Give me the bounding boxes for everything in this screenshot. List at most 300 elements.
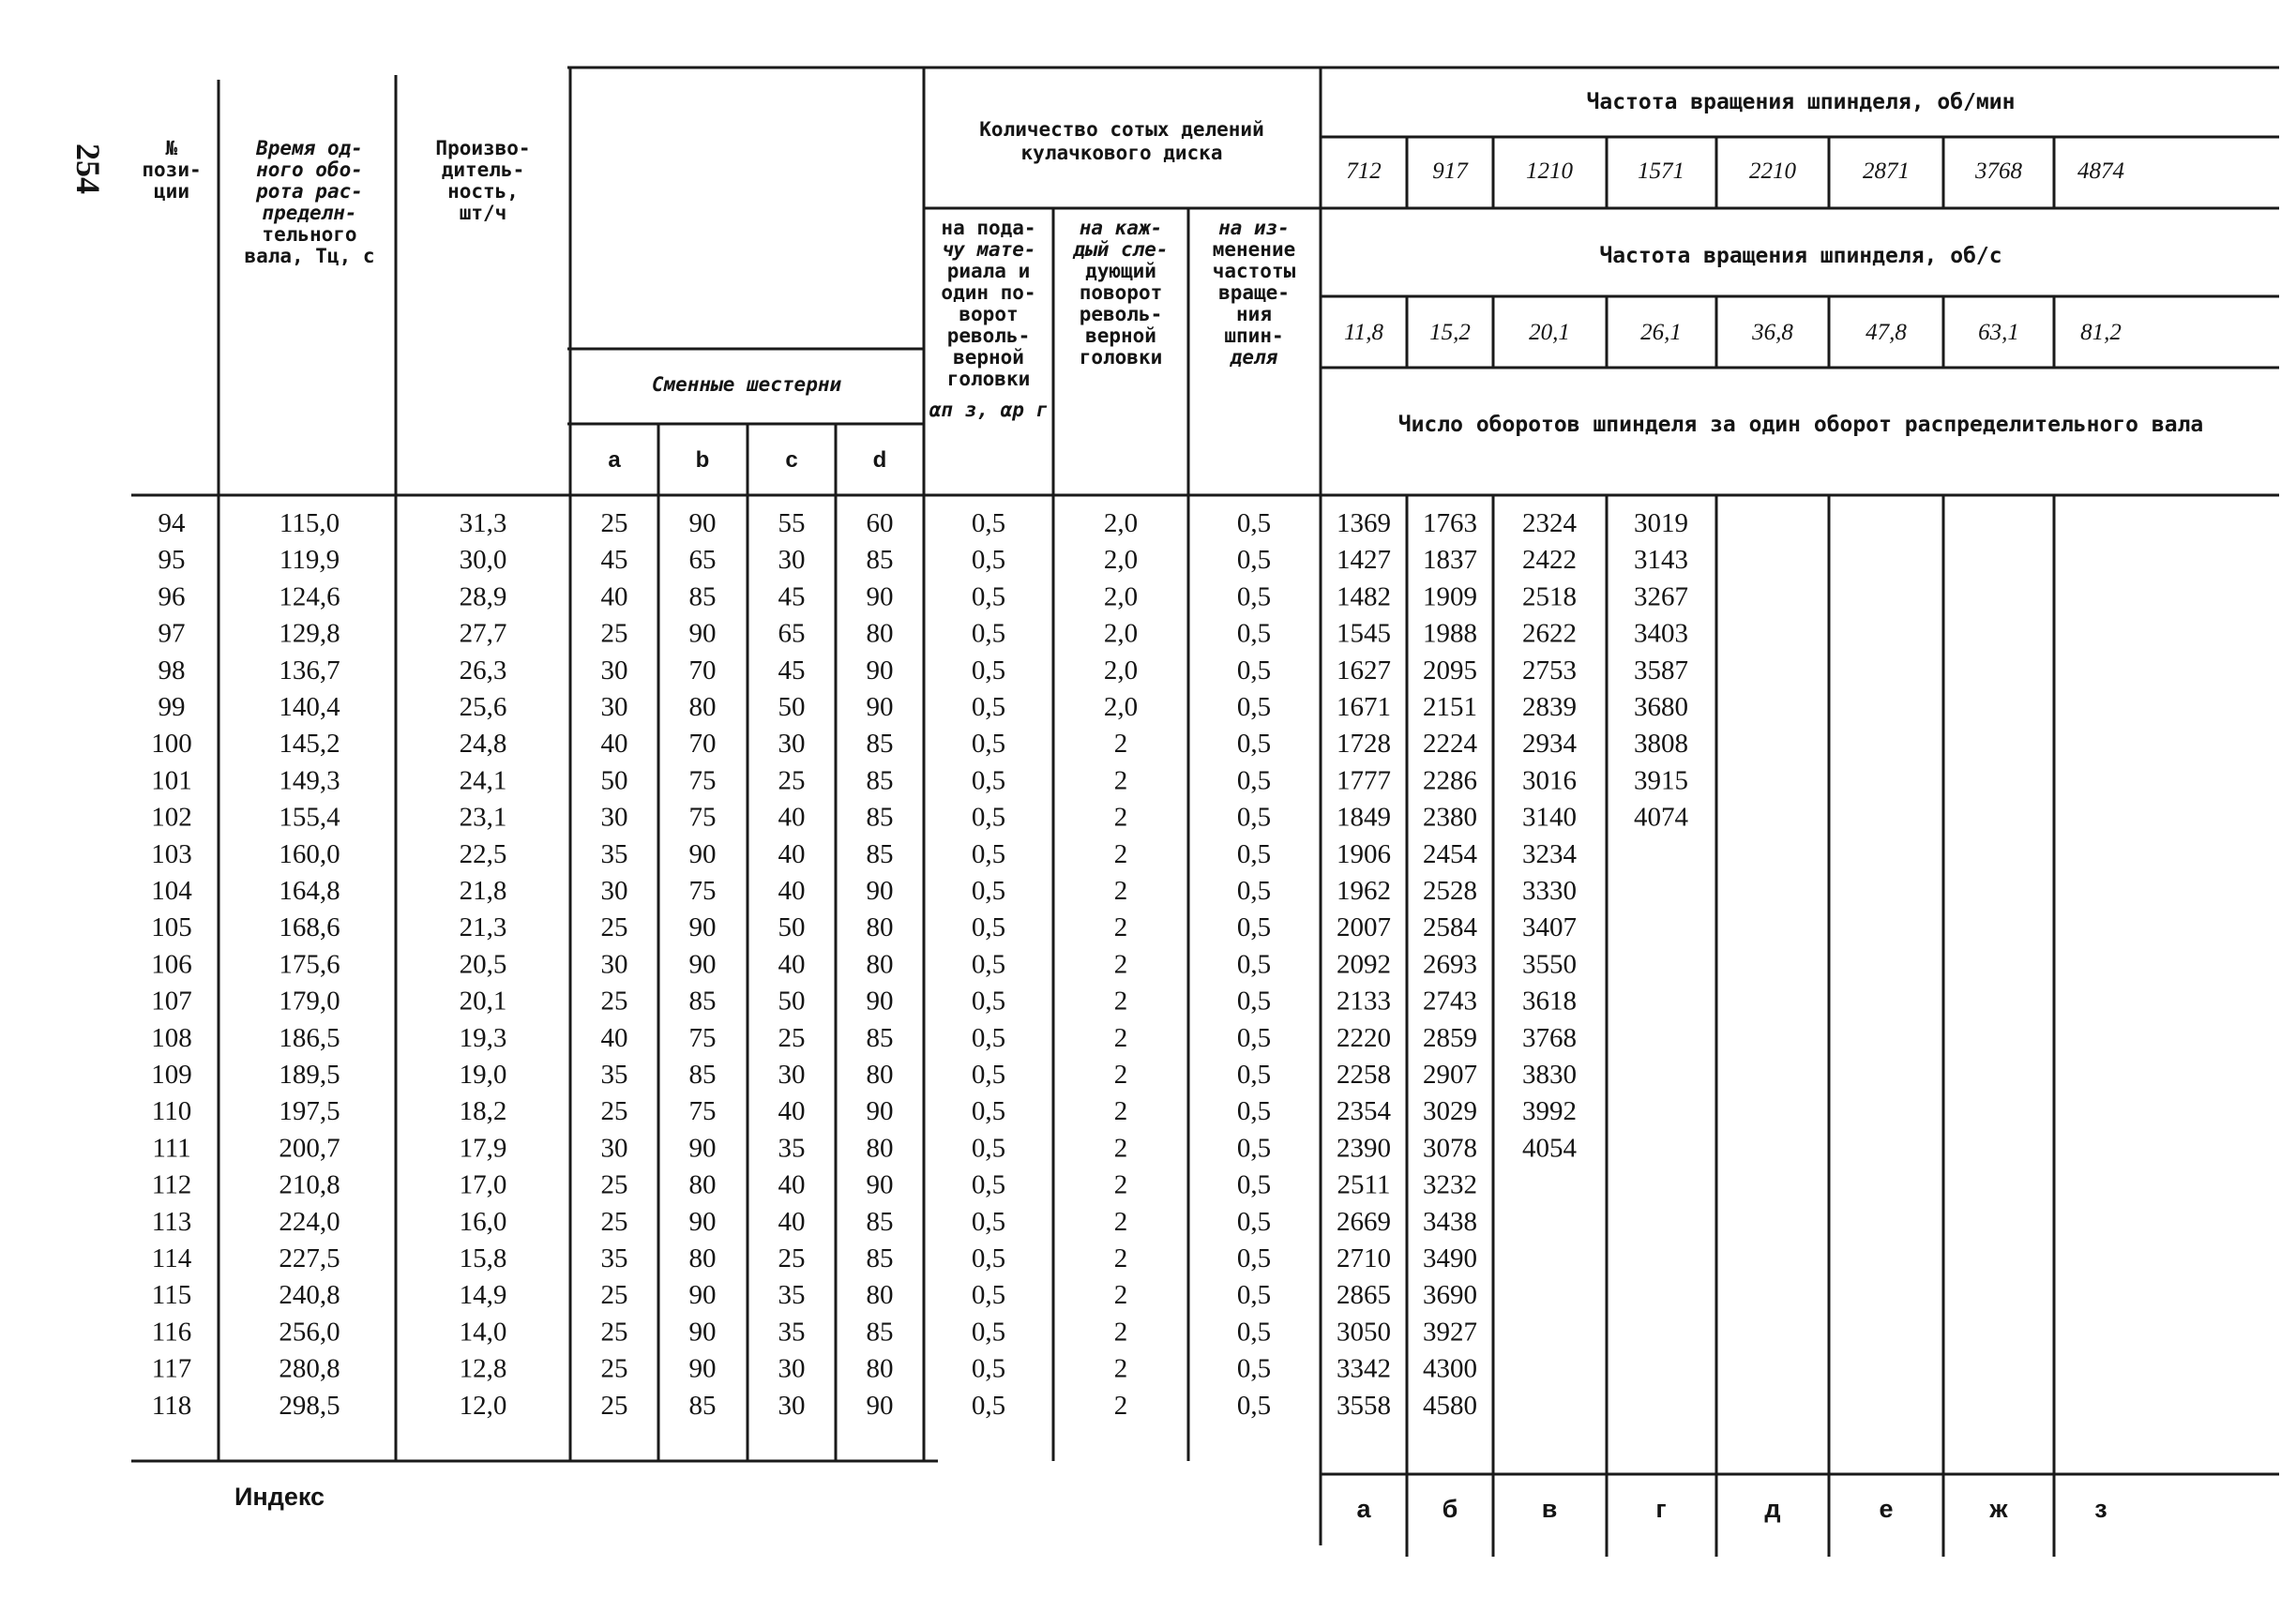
speed-change-cell: 0,5 [1236, 1317, 1272, 1348]
header-line: ции [154, 180, 189, 203]
gear-d-cell: 85 [866, 765, 894, 796]
feed-cell: 0,5 [971, 802, 1006, 833]
cycle-time-cell: 115,0 [279, 508, 340, 538]
header-line: деля [1230, 346, 1278, 369]
gear-b-cell: 90 [688, 1133, 717, 1164]
speed-change-cell: 0,5 [1236, 802, 1272, 833]
index-letters [1356, 1495, 2107, 1523]
position-cell: 107 [151, 986, 192, 1017]
revs-1210-cell: 2934 [1522, 729, 1577, 760]
header-line: револь- [946, 324, 1031, 347]
feed-cell: 0,5 [971, 1096, 1006, 1127]
gear-a-cell: 25 [600, 1353, 628, 1384]
productivity-cell: 12,0 [459, 1390, 507, 1421]
revs-1210-cell: 2622 [1522, 618, 1577, 649]
index-letter: а [1356, 1495, 1371, 1523]
header-line: αп з, αр г [929, 399, 1049, 421]
productivity-cell: 26,3 [459, 655, 507, 685]
turret-cell: 2 [1113, 1096, 1128, 1127]
feed-cell: 0,5 [971, 618, 1006, 649]
header-line: частоты [1212, 260, 1296, 282]
header-line: пози- [142, 158, 202, 181]
feed-cell: 0,5 [971, 545, 1006, 576]
revs-1571-cell: 3915 [1634, 765, 1688, 796]
revs-1210-cell: 3016 [1522, 765, 1577, 796]
rpm-value: 3768 [1975, 158, 2022, 184]
gear-c-label: c [785, 447, 798, 473]
feed-cell: 0,5 [971, 912, 1006, 943]
gear-c-cell: 40 [778, 1169, 806, 1200]
cycle-time-cell: 240,8 [279, 1280, 340, 1311]
gear-a-cell: 25 [600, 986, 628, 1017]
gear-a-cell: 25 [600, 1206, 628, 1237]
speed-change-cell: 0,5 [1236, 765, 1272, 796]
position-cell: 115 [151, 1280, 192, 1311]
gear-d-cell: 90 [866, 986, 894, 1017]
gear-b-cell: 80 [688, 1169, 717, 1200]
cycle-time-cell: 200,7 [279, 1133, 340, 1164]
gear-a-cell: 30 [600, 802, 628, 833]
gear-d-cell: 80 [866, 618, 894, 649]
gear-b-cell: 75 [688, 802, 717, 833]
revs-712-cell: 1777 [1337, 765, 1391, 796]
speed-change-cell: 0,5 [1236, 1022, 1272, 1053]
gear-b-cell: 75 [688, 876, 717, 906]
header-line: верной [1085, 324, 1156, 347]
gear-d-cell: 80 [866, 1280, 894, 1311]
table-row [151, 912, 1577, 942]
header-line: шт/ч [459, 202, 507, 224]
cycle-time-cell: 256,0 [279, 1317, 340, 1348]
gear-a-cell: 25 [600, 508, 628, 538]
rps-value: 15,2 [1429, 320, 1471, 345]
turret-cell: 2,0 [1103, 581, 1139, 612]
gear-b-cell: 80 [688, 1243, 717, 1273]
turret-cell: 2,0 [1103, 618, 1139, 649]
turret-cell: 2 [1113, 1206, 1128, 1237]
revs-917-cell: 2224 [1423, 729, 1477, 760]
gear-d-cell: 85 [866, 802, 894, 833]
rpm-title: Частота вращения шпинделя, об/мин [1586, 90, 2016, 114]
speed-change-cell: 0,5 [1236, 692, 1272, 722]
rps-value: 36,8 [1752, 320, 1793, 345]
revs-712-cell: 1369 [1337, 508, 1391, 538]
index-letter: г [1655, 1495, 1667, 1523]
position-cell: 100 [151, 729, 192, 760]
revs-917-cell: 3232 [1423, 1169, 1477, 1200]
gear-d-cell: 80 [866, 1133, 894, 1164]
revs-1571-cell: 3808 [1634, 729, 1688, 760]
gear-d-cell: 80 [866, 949, 894, 980]
header-line: пределн- [262, 202, 357, 224]
cycle-time-cell: 280,8 [279, 1353, 340, 1384]
gear-c-cell: 65 [778, 618, 806, 649]
gear-a-cell: 30 [600, 1133, 628, 1164]
productivity-cell: 12,8 [459, 1353, 507, 1384]
header-line: чу мате- [941, 238, 1036, 261]
position-cell: 98 [158, 655, 186, 685]
gear-a-cell: 25 [600, 1390, 628, 1421]
turret-cell: 2 [1113, 1280, 1128, 1311]
revs-917-cell: 2380 [1423, 802, 1477, 833]
position-cell: 109 [151, 1060, 192, 1090]
gear-b-cell: 90 [688, 838, 717, 869]
feed-cell: 0,5 [971, 1022, 1006, 1053]
position-cell: 113 [151, 1206, 192, 1237]
revs-712-cell: 1728 [1337, 729, 1391, 760]
revs-1210-cell: 3407 [1522, 912, 1577, 943]
revs-712-cell: 1482 [1337, 581, 1391, 612]
table-row [151, 1060, 1577, 1090]
gear-a-cell: 25 [600, 1096, 628, 1127]
gear-c-cell: 40 [778, 1096, 806, 1127]
turret-cell: 2 [1113, 1060, 1128, 1090]
gear-d-cell: 85 [866, 1243, 894, 1273]
gear-d-cell: 90 [866, 581, 894, 612]
turret-cell: 2 [1113, 802, 1128, 833]
rpm-value: 1210 [1526, 158, 1573, 184]
revs-712-cell: 2258 [1337, 1060, 1391, 1090]
cycle-time-cell: 227,5 [279, 1243, 340, 1273]
header-position [142, 137, 201, 203]
position-cell: 105 [151, 912, 192, 943]
position-cell: 108 [151, 1022, 192, 1053]
header-line: рота рас- [256, 180, 363, 203]
position-cell: 94 [158, 508, 186, 538]
revs-917-cell: 3438 [1423, 1206, 1477, 1237]
gear-b-cell: 90 [688, 618, 717, 649]
header-line: ного обо- [256, 158, 363, 181]
gear-b-cell: 80 [688, 692, 717, 722]
turret-cell: 2 [1113, 949, 1128, 980]
turret-cell: 2 [1113, 1317, 1128, 1348]
revs-1210-cell: 4054 [1522, 1133, 1577, 1164]
productivity-cell: 20,5 [459, 949, 507, 980]
cycle-time-cell: 149,3 [279, 765, 340, 796]
revs-1210-cell: 3992 [1522, 1096, 1577, 1127]
gear-b-cell: 85 [688, 986, 717, 1017]
table-row [152, 1280, 1477, 1310]
header-speed-change [1213, 217, 1296, 369]
gear-d-cell: 80 [866, 1353, 894, 1384]
rps-value: 20,1 [1529, 320, 1570, 345]
gear-b-cell: 90 [688, 1206, 717, 1237]
turret-cell: 2 [1113, 1243, 1128, 1273]
revs-917-cell: 3690 [1423, 1280, 1477, 1311]
index-letter: е [1879, 1495, 1894, 1523]
revs-917-cell: 3029 [1423, 1096, 1477, 1127]
gear-c-cell: 50 [778, 912, 806, 943]
revs-1571-cell: 3267 [1634, 581, 1688, 612]
gear-d-cell: 90 [866, 692, 894, 722]
productivity-cell: 17,9 [459, 1133, 507, 1164]
header-line: менение [1212, 238, 1296, 261]
speed-change-cell: 0,5 [1236, 1280, 1272, 1311]
productivity-cell: 20,1 [459, 986, 507, 1017]
gear-c-cell: 55 [778, 508, 806, 538]
gear-c-cell: 25 [778, 765, 806, 796]
productivity-cell: 16,0 [459, 1206, 507, 1237]
turret-cell: 2,0 [1103, 655, 1139, 685]
position-cell: 99 [158, 692, 186, 722]
turret-cell: 2 [1113, 765, 1128, 796]
gear-b-cell: 85 [688, 1390, 717, 1421]
header-line: враще- [1218, 281, 1290, 304]
productivity-cell: 24,1 [459, 765, 507, 796]
feed-cell: 0,5 [971, 838, 1006, 869]
revs-712-cell: 2390 [1337, 1133, 1391, 1164]
revs-1210-cell: 3618 [1522, 986, 1577, 1017]
feed-cell: 0,5 [971, 655, 1006, 685]
gear-b-cell: 85 [688, 581, 717, 612]
header-line: один по- [941, 281, 1036, 304]
header-line: револь- [1079, 303, 1163, 325]
revs-917-cell: 2584 [1423, 912, 1477, 943]
productivity-cell: 21,8 [459, 876, 507, 906]
cycle-time-cell: 197,5 [279, 1096, 340, 1127]
cycle-time-cell: 189,5 [279, 1060, 340, 1090]
speed-change-cell: 0,5 [1236, 1169, 1272, 1200]
speed-change-cell: 0,5 [1236, 986, 1272, 1017]
rps-value: 63,1 [1978, 320, 2019, 345]
speed-change-cell: 0,5 [1236, 1243, 1272, 1273]
header-turret [1072, 217, 1168, 369]
cycle-time-cell: 210,8 [279, 1169, 340, 1200]
productivity-cell: 30,0 [459, 545, 507, 576]
index-letter: ж [1989, 1495, 2008, 1523]
feed-cell: 0,5 [971, 949, 1006, 980]
gear-a-cell: 50 [600, 765, 628, 796]
gear-b-cell: 75 [688, 765, 717, 796]
turret-cell: 2 [1113, 912, 1128, 943]
gear-c-cell: 45 [778, 655, 806, 685]
revs-712-cell: 1906 [1337, 838, 1391, 869]
position-cell: 95 [158, 545, 186, 576]
rps-value: 26,1 [1640, 320, 1682, 345]
speed-change-cell: 0,5 [1236, 618, 1272, 649]
productivity-cell: 17,0 [459, 1169, 507, 1200]
gear-b-label: b [695, 447, 710, 473]
rpm-values [1346, 158, 2124, 184]
revs-917-cell: 2286 [1423, 765, 1477, 796]
cycle-time-cell: 186,5 [279, 1022, 340, 1053]
header-line: на из- [1218, 217, 1290, 239]
revs-1571-cell: 3680 [1634, 692, 1688, 722]
revs-917-cell: 4300 [1423, 1353, 1477, 1384]
header-line: шпин- [1224, 324, 1284, 347]
revs-712-cell: 3342 [1337, 1353, 1391, 1384]
gear-b-cell: 90 [688, 1280, 717, 1311]
turret-cell: 2,0 [1103, 508, 1139, 538]
revs-917-cell: 2743 [1423, 986, 1477, 1017]
gear-d-cell: 85 [866, 838, 894, 869]
revs-712-cell: 1962 [1337, 876, 1391, 906]
rpm-value: 2871 [1863, 158, 1910, 184]
revs-712-cell: 2092 [1337, 949, 1391, 980]
gear-b-cell: 90 [688, 912, 717, 943]
revs-1210-cell: 3234 [1522, 838, 1577, 869]
index-letter: б [1442, 1495, 1458, 1523]
revs-917-cell: 1837 [1423, 545, 1477, 576]
feed-cell: 0,5 [971, 1353, 1006, 1384]
revs-1210-cell: 2422 [1522, 545, 1577, 576]
header-line: ворот [959, 303, 1019, 325]
cycle-time-cell: 298,5 [279, 1390, 340, 1421]
revs-1210-cell: 2839 [1522, 692, 1577, 722]
feed-cell: 0,5 [971, 1206, 1006, 1237]
gear-a-cell: 25 [600, 1280, 628, 1311]
revs-917-cell: 2528 [1423, 876, 1477, 906]
gear-b-cell: 90 [688, 1317, 717, 1348]
revs-712-cell: 1545 [1337, 618, 1391, 649]
header-line: дый сле- [1073, 238, 1169, 261]
turret-cell: 2 [1113, 1353, 1128, 1384]
speed-change-cell: 0,5 [1236, 1060, 1272, 1090]
revs-1210-cell: 3140 [1522, 802, 1577, 833]
cycle-time-cell: 175,6 [279, 949, 340, 980]
gear-a-cell: 35 [600, 838, 628, 869]
revs-917-cell: 2693 [1423, 949, 1477, 980]
productivity-cell: 19,3 [459, 1022, 507, 1053]
gear-d-cell: 85 [866, 1022, 894, 1053]
revs-1210-cell: 2324 [1522, 508, 1577, 538]
productivity-cell: 31,3 [459, 508, 507, 538]
cycle-time-cell: 164,8 [279, 876, 340, 906]
revs-712-cell: 2354 [1337, 1096, 1391, 1127]
turret-cell: 2 [1113, 729, 1128, 760]
feed-cell: 0,5 [971, 1060, 1006, 1090]
cycle-time-cell: 168,6 [279, 912, 340, 943]
gear-a-cell: 45 [600, 545, 628, 576]
gear-d-cell: 90 [866, 1096, 894, 1127]
feed-cell: 0,5 [971, 1390, 1006, 1421]
rpm-value: 712 [1346, 158, 1382, 184]
table-row [151, 1023, 1577, 1053]
revs-1210-cell: 3330 [1522, 876, 1577, 906]
speed-change-cell: 0,5 [1236, 838, 1272, 869]
gear-b-cell: 65 [688, 545, 717, 576]
header-cam-group [979, 118, 1263, 164]
revs-1210-cell: 2518 [1522, 581, 1577, 612]
revs-712-cell: 2007 [1337, 912, 1391, 943]
table-body [151, 508, 1688, 1421]
revs-917-cell: 3927 [1423, 1317, 1477, 1348]
header-line: дитель- [441, 158, 525, 181]
header-line: вала, Tц, с [244, 245, 375, 267]
header-feed [929, 217, 1048, 421]
feed-cell: 0,5 [971, 1280, 1006, 1311]
gear-c-cell: 40 [778, 1206, 806, 1237]
revs-712-cell: 3558 [1337, 1390, 1391, 1421]
gear-b-cell: 90 [688, 508, 717, 538]
rpm-value: 4874 [2077, 158, 2124, 184]
productivity-cell: 24,8 [459, 729, 507, 760]
gear-d-cell: 90 [866, 1390, 894, 1421]
revs-917-cell: 1909 [1423, 581, 1477, 612]
turret-cell: 2 [1113, 1169, 1128, 1200]
turret-cell: 2 [1113, 1390, 1128, 1421]
revs-1210-cell: 3768 [1522, 1022, 1577, 1053]
gear-a-cell: 30 [600, 655, 628, 685]
table-row [151, 876, 1577, 906]
gear-c-cell: 30 [778, 1390, 806, 1421]
table-row [152, 1096, 1577, 1126]
cycle-time-cell: 179,0 [279, 986, 340, 1017]
header-line: головки [1079, 346, 1163, 369]
speed-change-cell: 0,5 [1236, 949, 1272, 980]
feed-cell: 0,5 [971, 692, 1006, 722]
table-row [151, 803, 1688, 833]
header-line: верной [953, 346, 1024, 369]
speed-change-cell: 0,5 [1236, 729, 1272, 760]
gear-a-cell: 25 [600, 912, 628, 943]
revs-1571-cell: 3019 [1634, 508, 1688, 538]
gear-b-cell: 90 [688, 1353, 717, 1384]
gear-c-cell: 50 [778, 986, 806, 1017]
index-letter: д [1764, 1495, 1781, 1523]
gear-a-cell: 25 [600, 1317, 628, 1348]
gear-c-cell: 30 [778, 1060, 806, 1090]
gear-d-cell: 85 [866, 545, 894, 576]
gear-a-cell: 30 [600, 949, 628, 980]
rps-title: Частота вращения шпинделя, об/с [1599, 244, 2002, 268]
revs-712-cell: 2710 [1337, 1243, 1391, 1273]
revs-712-cell: 2220 [1337, 1022, 1391, 1053]
revs-1571-cell: 3143 [1634, 545, 1688, 576]
revs-712-cell: 2133 [1337, 986, 1391, 1017]
revs-917-cell: 2095 [1423, 655, 1477, 685]
productivity-cell: 14,0 [459, 1317, 507, 1348]
revs-712-cell: 2865 [1337, 1280, 1391, 1311]
turret-cell: 2 [1113, 838, 1128, 869]
revs-1571-cell: 3587 [1634, 655, 1688, 685]
revs-712-cell: 1427 [1337, 545, 1391, 576]
productivity-cell: 14,9 [459, 1280, 507, 1311]
cycle-time-cell: 140,4 [279, 692, 340, 722]
cycle-time-cell: 155,4 [279, 802, 340, 833]
revs-712-cell: 1849 [1337, 802, 1391, 833]
position-cell: 110 [151, 1096, 192, 1127]
header-line: головки [946, 368, 1031, 390]
gear-c-cell: 50 [778, 692, 806, 722]
header-gears-group: Сменные шестерни [651, 373, 842, 396]
productivity-cell: 23,1 [459, 802, 507, 833]
speed-change-cell: 0,5 [1236, 545, 1272, 576]
productivity-cell: 18,2 [459, 1096, 507, 1127]
gear-c-cell: 35 [778, 1280, 806, 1311]
productivity-cell: 25,6 [459, 692, 507, 722]
position-cell: 118 [151, 1390, 192, 1421]
feed-cell: 0,5 [971, 1317, 1006, 1348]
position-cell: 112 [151, 1169, 192, 1200]
table-row [151, 987, 1577, 1017]
productivity-cell: 22,5 [459, 838, 507, 869]
gear-b-cell: 70 [688, 655, 717, 685]
gear-a-cell: 30 [600, 692, 628, 722]
position-cell: 97 [158, 618, 186, 649]
header-line: Время од- [256, 137, 363, 159]
revs-1210-cell: 3550 [1522, 949, 1577, 980]
table-row [152, 1207, 1477, 1237]
gear-a-cell: 40 [600, 581, 628, 612]
gear-a-cell: 25 [600, 1169, 628, 1200]
rps-values [1344, 320, 2122, 345]
index-label: Индекс [234, 1483, 325, 1511]
gear-d-cell: 90 [866, 655, 894, 685]
feed-cell: 0,5 [971, 1243, 1006, 1273]
speed-change-cell: 0,5 [1236, 508, 1272, 538]
position-cell: 116 [151, 1317, 192, 1348]
